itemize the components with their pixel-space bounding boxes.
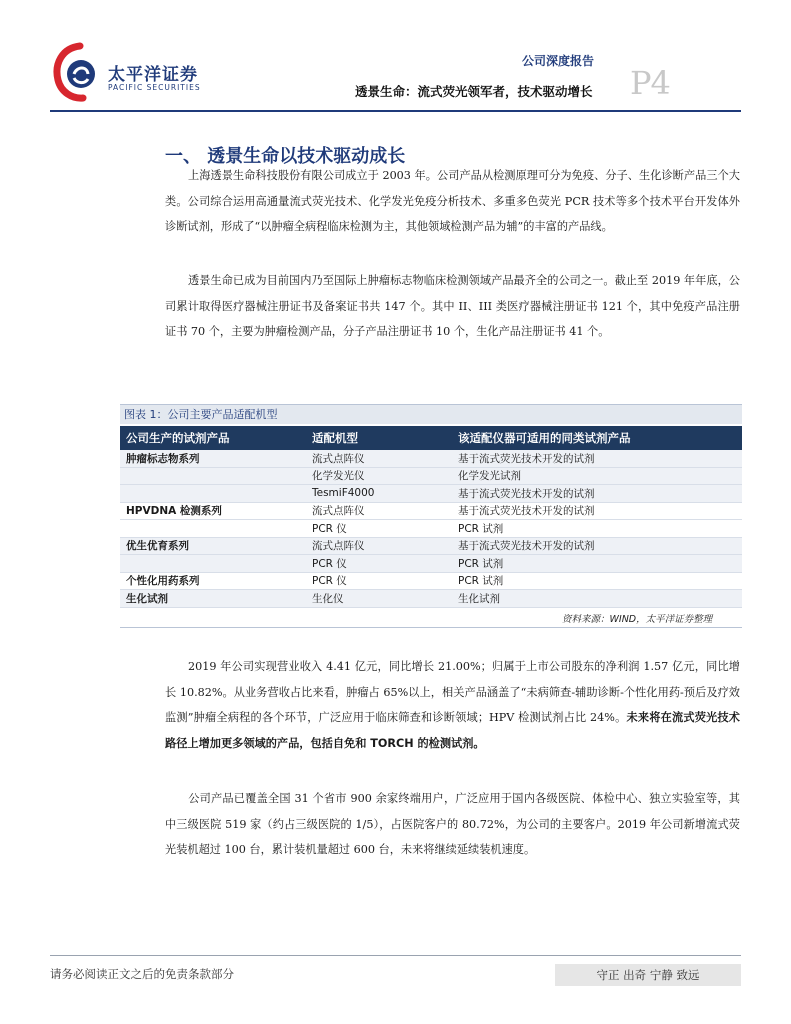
table-header-row — [120, 426, 742, 450]
table-cell: 流式点阵仪 — [306, 537, 452, 555]
table-cell — [120, 555, 306, 573]
table-row — [120, 502, 742, 520]
page-number: P4 — [630, 64, 670, 102]
table-cell: 基于流式荧光技术开发的试剂 — [452, 537, 742, 555]
table-row — [120, 590, 742, 608]
table-cell: 流式点阵仪 — [306, 502, 452, 520]
table-cell: PCR 试剂 — [452, 520, 742, 538]
table-cell: TesmiF4000 — [306, 485, 452, 503]
paragraph-financials — [165, 654, 740, 756]
paragraph-customers — [165, 786, 740, 863]
table-cell: 基于流式荧光技术开发的试剂 — [452, 485, 742, 503]
table-cell: 生化试剂 — [452, 590, 742, 608]
table-cell: HPVDNA 检测系列 — [120, 502, 306, 520]
table-cell: 流式点阵仪 — [306, 450, 452, 467]
footer-divider — [50, 955, 741, 956]
report-type: 公司深度报告 — [522, 54, 595, 68]
figure-caption: 图表 1：公司主要产品适配机型 — [120, 404, 742, 424]
product-table — [120, 426, 742, 608]
table-cell: PCR 试剂 — [452, 555, 742, 573]
column-header: 该适配仪器可适用的同类试剂产品 — [452, 426, 742, 450]
column-header: 适配机型 — [306, 426, 452, 450]
table-row — [120, 520, 742, 538]
footer-motto: 守正 出奇 宁静 致远 — [555, 964, 741, 986]
table-cell: 化学发光试剂 — [452, 467, 742, 485]
paragraph-customers-text: 公司产品已覆盖全国 31 个省市 900 余家终端用户，广泛应用于国内各级医院、体检中心、独立实验室等，其中三级医院 519 家（约占三级医院的 1/5），占医院客户的 80.72%，为公司的主要客户。2019 年公司新增流式荧光装机超过 100 台，累计装机量超过 600 台，未来将继续延续装机速度。 — [165, 792, 740, 856]
table-cell: PCR 试剂 — [452, 572, 742, 590]
table-cell: 基于流式荧光技术开发的试剂 — [452, 502, 742, 520]
table-cell: 化学发光仪 — [306, 467, 452, 485]
table-cell: PCR 仪 — [306, 520, 452, 538]
table-row — [120, 467, 742, 485]
logo-en-text: PACIFIC SECURITIES — [108, 83, 201, 92]
table-cell: 生化仪 — [306, 590, 452, 608]
table-cell: 基于流式荧光技术开发的试剂 — [452, 450, 742, 467]
paragraph-intro-text: 上海透景生命科技股份有限公司成立于 2003 年。公司产品从检测原理可分为免疫、分子、生化诊断产品三个大类。公司综合运用高通量流式荧光技术、化学发光免疫分析技术、多重多色荧光 PCR 技术等多个技术平台开发体外诊断试剂，形成了“以肿瘤全病程临床检测为主，其他领域检测产品为辅”的丰富的产品线。 — [165, 169, 740, 233]
figure-bottom-divider — [120, 627, 742, 628]
table-cell: PCR 仪 — [306, 555, 452, 573]
logo-cn-text: 太平洋证券 — [108, 65, 198, 85]
table-cell — [120, 485, 306, 503]
table-cell: 优生优育系列 — [120, 537, 306, 555]
figure-source: 资料来源：WIND，太平洋证券整理 — [562, 614, 713, 625]
table-cell: 肿瘤标志物系列 — [120, 450, 306, 467]
table-cell: 个性化用药系列 — [120, 572, 306, 590]
paragraph-certificates — [165, 268, 740, 345]
paragraph-intro — [165, 163, 740, 240]
section-heading: 一、 透景生命以技术驱动成长 — [165, 146, 406, 167]
pacific-securities-emblem-icon — [50, 42, 104, 102]
report-title: 透景生命：流式荧光领军者，技术驱动增长 — [355, 84, 593, 99]
paragraph-certificates-text: 透景生命已成为目前国内乃至国际上肿瘤标志物临床检测领域产品最齐全的公司之一。截止至 2019 年年底，公司累计取得医疗器械注册证书及备案证书共 147 个。其中 II、III 类医疗器械注册证书 121 个，其中免疫产品注册证书 70 个，主要为肿瘤检测产品，分子产品注册证书 10 个，生化产品注册证书 41 个。 — [165, 274, 740, 338]
paragraph-financials-highlight: 未来将在流式荧光技术路径上增加更多领域的产品，包括自免和 TORCH 的检测试剂。 — [165, 711, 740, 750]
column-header: 公司生产的试剂产品 — [120, 426, 306, 450]
table-cell: PCR 仪 — [306, 572, 452, 590]
table-row — [120, 572, 742, 590]
header-divider — [50, 110, 741, 112]
table-row — [120, 555, 742, 573]
table-cell: 生化试剂 — [120, 590, 306, 608]
paragraph-financials-text: 2019 年公司实现营业收入 4.41 亿元，同比增长 21.00%；归属于上市公司股东的净利润 1.57 亿元，同比增长 10.82%。从业务营收占比来看，肿瘤占 65%以上，相关产品涵盖了“未病筛查-辅助诊断-个性化用药-预后及疗效监测”肿瘤全病程的各个环节，广泛应用于临床筛查和诊断领域；HPV 检测试剂占比 24%。 — [165, 660, 740, 724]
company-logo — [50, 42, 220, 102]
table-cell — [120, 520, 306, 538]
table-cell — [120, 467, 306, 485]
footer-disclaimer: 请务必阅读正文之后的免责条款部分 — [50, 967, 234, 981]
table-row — [120, 450, 742, 467]
table-row — [120, 537, 742, 555]
table-row — [120, 485, 742, 503]
